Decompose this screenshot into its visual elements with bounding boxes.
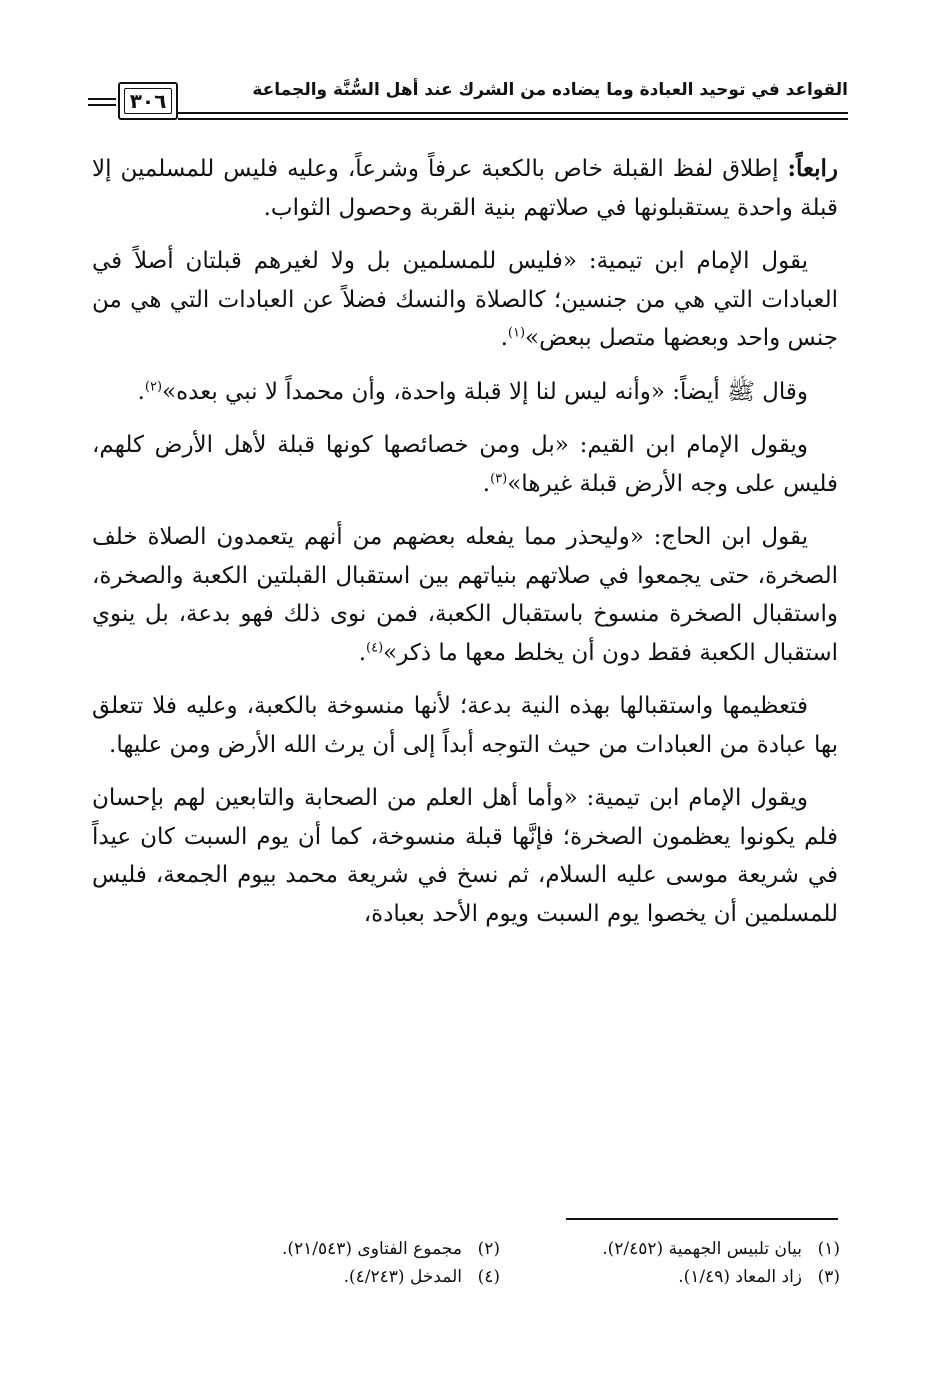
footnote-ref[interactable]: (٤) [366,639,384,655]
footnote-separator [566,1218,838,1220]
paragraph-end: . [358,639,367,666]
paragraph-3 [92,373,838,412]
footnote-1 [500,1235,840,1263]
paragraph-6 [92,687,838,764]
footnote-row [160,1235,840,1263]
footnote-4 [160,1263,500,1291]
paragraph-1 [92,150,838,227]
paragraph-lead-word: رابعاً: [787,155,838,182]
footnote-text: زاد المعاد (١/٤٩). [678,1267,802,1287]
page-number-box [118,82,178,120]
header-left-rules [88,98,116,110]
footnotes [160,1235,840,1291]
paragraph-4 [92,426,838,503]
paragraph-end: . [500,325,508,351]
paragraph-end: . [482,470,491,497]
footnote-text: بيان تلبيس الجهمية (٢/٤٥٢). [602,1239,802,1259]
footnote-number: (٤) [477,1267,500,1287]
footnote-ref[interactable]: (١) [507,325,526,341]
footnote-ref[interactable]: (٢) [144,378,163,394]
paragraph-text: إطلاق لفظ القبلة خاص بالكعبة عرفاً وشرعاً، وعليه فليس للمسلمين إلا قبلة واحدة يستقبلونها في صلاتهم بنية القربة وحصول الثواب. [92,156,838,221]
paragraph-text: فتعظيمها واستقبالها بهذه النية بدعة؛ لأنها منسوخة بالكعبة، وعليه فلا تتعلق بها عبادة من العبادات من حيث التوجه أبداً إلى أن يرث الله الأرض ومن عليها. [92,693,838,758]
footnote-number: (٢) [477,1239,500,1259]
footnote-number: (١) [817,1239,840,1259]
running-title: القواعد في توحيد العبادة وما يضاده من الشرك عند أهل السُّنَّة والجماعة [252,80,848,100]
footnote-ref[interactable]: (٣) [490,470,508,486]
footnote-3 [500,1263,840,1291]
paragraph-5 [92,518,838,672]
paragraph-text: يقول ابن الحاج: «وليحذر مما يفعله بعضهم من أنهم يتعمدون الصلاة خلف الصخرة، حتى يجمعوا في صلاتهم بنياتهم بين استقبال القبلتين الكعبة والصخرة، واستقبال الصخرة منسوخ باستقبال الكعبة، فمن نوى ذلك فهو بدعة، بل ينوي استقبال الكعبة فقط دون أن يخلط معها ما ذكر» [92,524,838,666]
footnote-2 [160,1235,500,1263]
paragraph-text: يقول الإمام ابن تيمية: «فليس للمسلمين بل ولا لغيرهم قبلتان أصلاً في العبادات التي هي من جنسين؛ كالصلاة والنسك فضلاً عن العبادات التي هي من جنس واحد وبعضها متصل ببعض» [92,248,838,351]
page-header [88,80,848,130]
main-text [92,150,838,948]
paragraph-2 [92,242,838,358]
paragraph-text: ويقول الإمام ابن تيمية: «وأما أهل العلم من الصحابة والتابعين لهم بإحسان فلم يكونوا يعظمون الصخرة؛ فإنَّها قبلة منسوخة، كما أن يوم السبت كان عيداً في شريعة موسى عليه السلام، ثم نسخ في شريعة محمد بيوم الجمعة، فليس للمسلمين أن يخصوا يوم السبت ويوم الأحد بعبادة، [92,785,838,927]
footnote-text: مجموع الفتاوى (٢١/٥٤٣). [281,1239,462,1259]
footnote-number: (٣) [817,1267,840,1287]
header-rules [178,112,848,124]
footnote-text: المدخل (٤/٢٤٣). [343,1267,462,1287]
footnote-row [160,1263,840,1291]
paragraph-end: . [137,378,145,405]
paragraph-text: وقال ﷺ أيضاً: «وأنه ليس لنا إلا قبلة واحدة، وأن محمداً لا نبي بعده» [162,378,808,405]
paragraph-text: ويقول الإمام ابن القيم: «بل ومن خصائصها كونها قبلة لأهل الأرض كلهم، فليس على وجه الأرض قبلة غيرها» [92,432,838,497]
page-number: ٣٠٦ [129,89,167,113]
paragraph-7 [92,779,838,933]
